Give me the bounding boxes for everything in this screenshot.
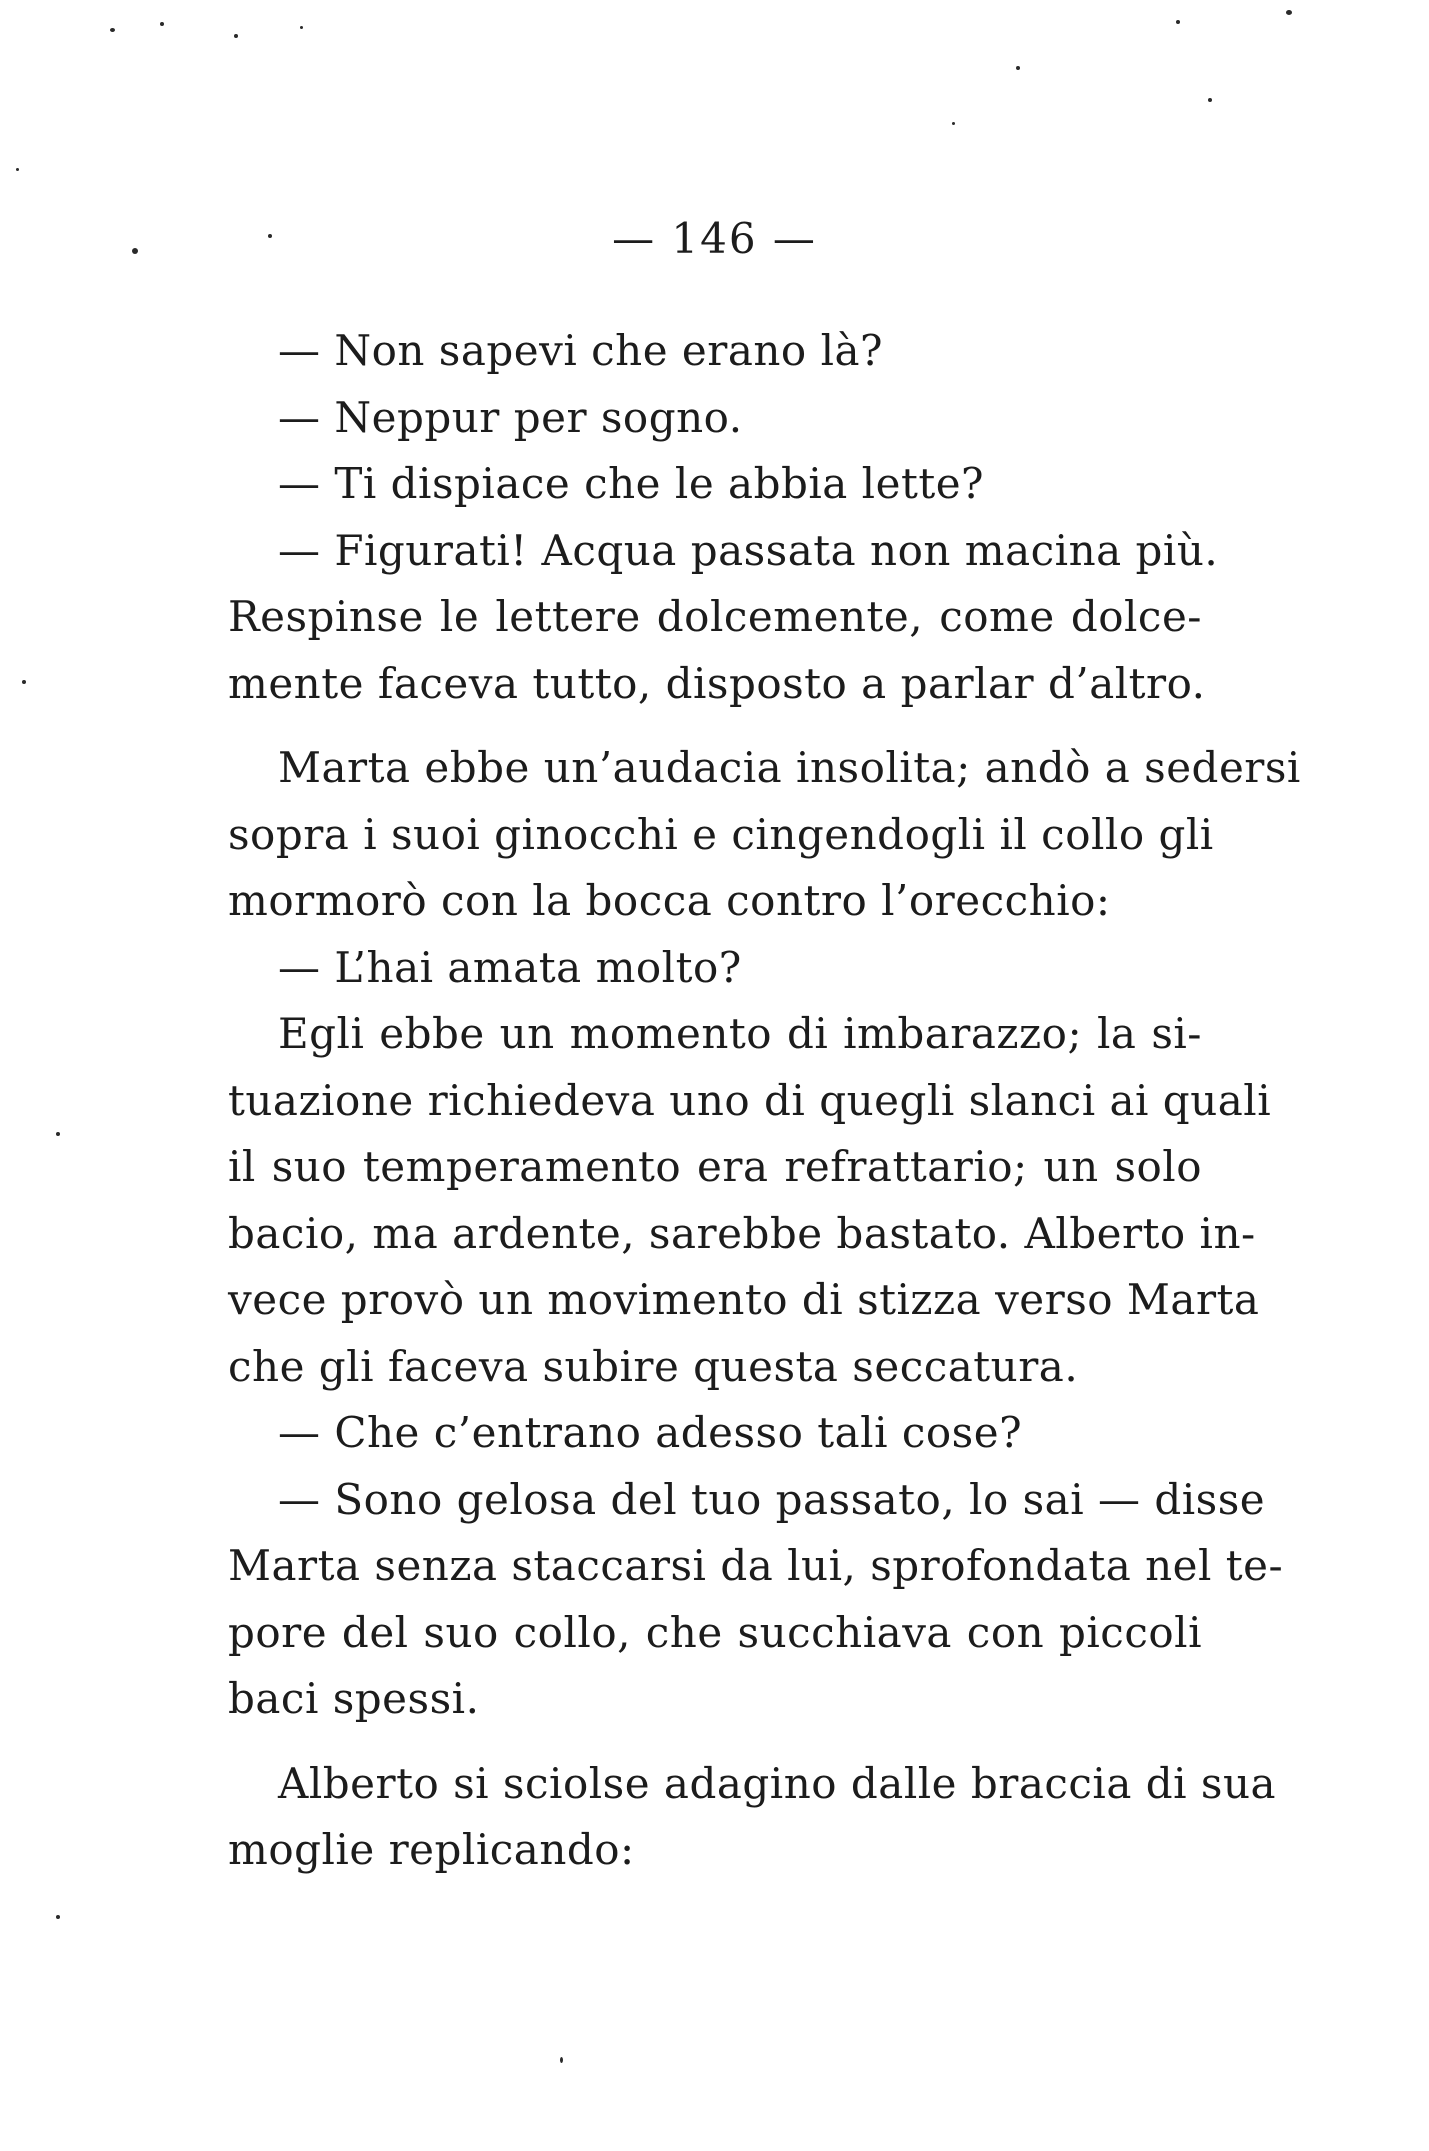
text-line: — Neppur per sogno. <box>278 392 743 442</box>
text-line: — Sono gelosa del tuo passato, lo sai — disse <box>278 1474 1266 1524</box>
scan-speck <box>160 22 164 26</box>
scan-speck <box>110 28 115 32</box>
text-line: — Che c’entrano adesso tali cose? <box>278 1408 1023 1457</box>
text-line: moglie replicando: <box>228 1825 635 1874</box>
text-line: mente faceva tutto, disposto a parlar d’altro. <box>228 658 1206 708</box>
text-line: Marta senza staccarsi da lui, sprofondata nel te- <box>228 1541 1284 1590</box>
text-line: tuazione richiedeva uno di quegli slanci ai quali <box>228 1075 1272 1125</box>
text-line: baci spessi. <box>228 1674 480 1723</box>
body-text <box>228 318 1301 1884</box>
scan-speck <box>132 248 138 254</box>
text-line: Marta ebbe un’audacia insolita; andò a sedersi <box>278 743 1301 792</box>
scan-speck <box>1208 98 1212 102</box>
scan-speck <box>952 122 955 125</box>
text-line: Egli ebbe un momento di imbarazzo; la si- <box>278 1009 1202 1058</box>
text-line: — Non sapevi che erano là? <box>278 326 884 375</box>
scan-speck <box>56 1915 60 1919</box>
scan-speck <box>16 168 19 171</box>
text-line: pore del suo collo, che succhiava con piccoli <box>228 1607 1202 1657</box>
scan-speck <box>1286 10 1292 15</box>
text-line: che gli faceva subire questa seccatura. <box>228 1341 1079 1391</box>
text-line: Respinse le lettere dolcemente, come dolce- <box>228 592 1202 641</box>
text-line: il suo temperamento era refrattario; un solo <box>228 1142 1202 1191</box>
text-line: bacio, ma ardente, sarebbe bastato. Alberto in- <box>228 1208 1256 1258</box>
scan-speck <box>1176 20 1180 24</box>
scan-speck <box>300 26 303 29</box>
text-line: mormorò con la bocca contro l’orecchio: <box>228 876 1111 925</box>
text-line: — Figurati! Acqua passata non macina più. <box>278 525 1219 575</box>
scan-speck <box>234 34 238 38</box>
scan-speck <box>560 2057 563 2063</box>
scan-speck <box>56 1132 60 1136</box>
page-number: — 146 — <box>612 214 817 263</box>
text-line: Alberto si sciolse adagino dalle braccia di sua <box>278 1758 1277 1808</box>
text-line: vece provò un movimento di stizza verso Marta <box>228 1275 1260 1324</box>
text-line: — L’hai amata molto? <box>278 942 742 992</box>
scan-speck <box>1016 66 1020 70</box>
text-line: — Ti dispiace che le abbia lette? <box>278 459 985 508</box>
scan-speck <box>22 680 26 684</box>
text-line: sopra i suoi ginocchi e cingendogli il collo gli <box>228 809 1214 859</box>
scan-speck <box>268 234 272 238</box>
